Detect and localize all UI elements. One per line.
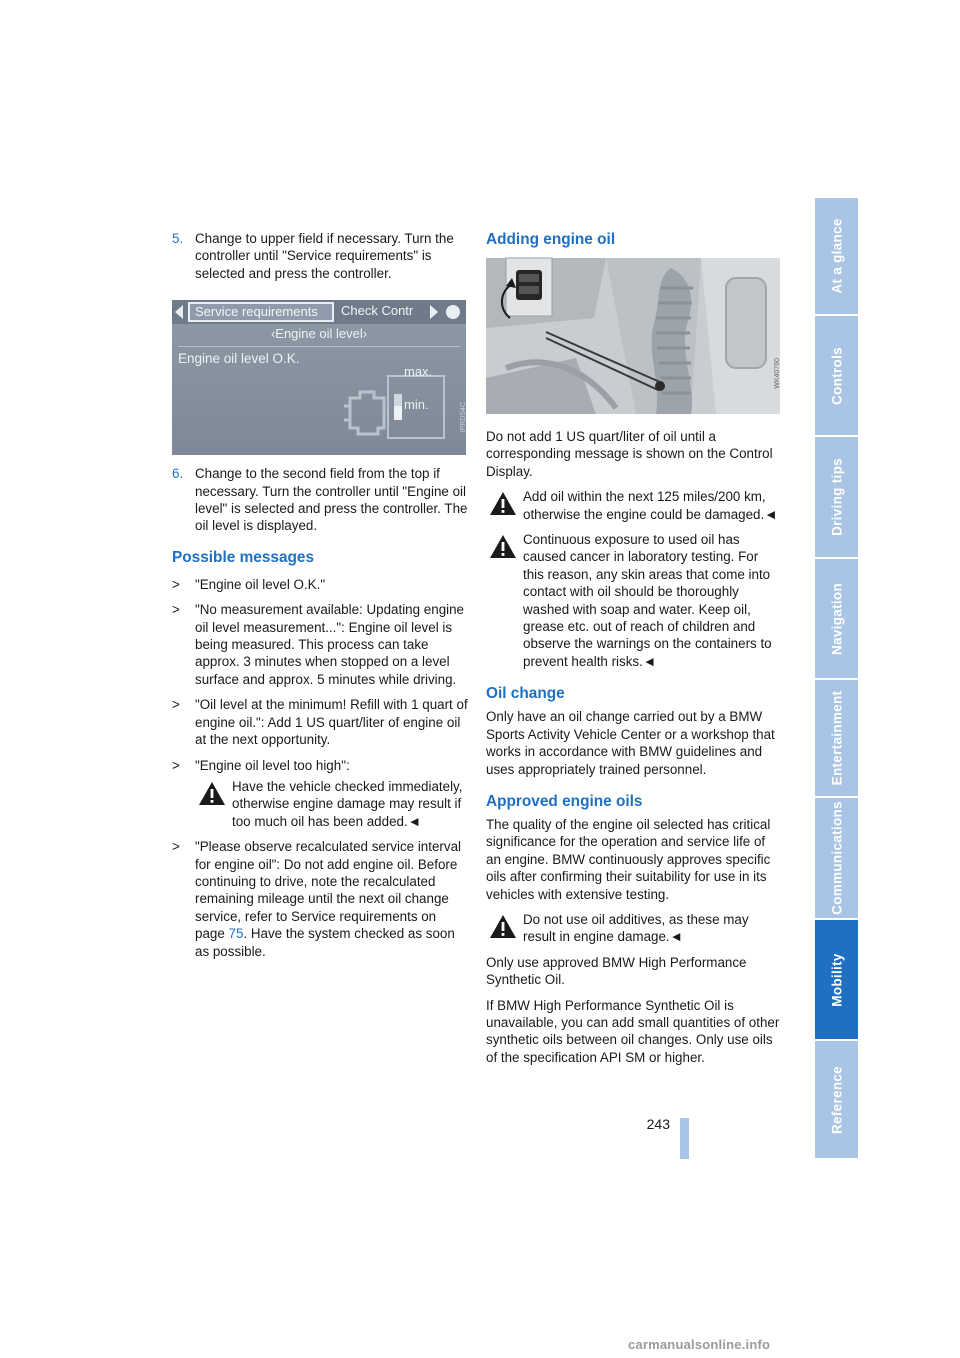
tab-entertainment[interactable]: Entertainment: [815, 680, 858, 798]
display-subheading: ‹Engine oil level›: [270, 326, 368, 342]
engine-bay-illustration: [486, 258, 780, 414]
approved-oils-heading: Approved engine oils: [486, 792, 643, 810]
warning-text: Do not use oil additives, as these may result in engine damage.◄: [523, 911, 749, 945]
right-column: [486, 230, 782, 1066]
bullet-mark: >: [172, 697, 180, 713]
engine-bay-photo: [486, 258, 780, 414]
page-number: 243: [646, 1116, 670, 1132]
tab-navigation[interactable]: Navigation: [815, 559, 858, 680]
warning-triangle-icon: [489, 914, 517, 939]
warning-note: [486, 911, 782, 946]
page-link[interactable]: 75: [228, 926, 244, 942]
arrow-right-icon: [430, 305, 438, 319]
message-item: > "No measurement available: Updating engine oil level measurement...": Engine oil level is being measured. This process can take approx. 3 minutes when stopped on a level surface and approx. 5 minutes while driving.: [172, 602, 465, 687]
chapter-tabs: [815, 198, 858, 1160]
adding-oil-text: Do not add 1 US quart/liter of oil until a corresponding message is shown on the Control Display.: [486, 429, 773, 479]
tab-reference[interactable]: Reference: [815, 1041, 858, 1160]
bullet-mark: >: [172, 757, 180, 773]
approved-oils-text-3: If BMW High Performance Synthetic Oil is unavailable, you can add small quantities of other synthetic oils between oil changes. Only use oils of the specification API SM or higher.: [486, 997, 780, 1065]
warning-triangle-icon: [489, 491, 517, 516]
control-display-screenshot: [172, 300, 466, 455]
adding-engine-oil-heading: Adding engine oil: [486, 231, 616, 248]
left-column: [172, 230, 468, 960]
approved-oils-text-2: Only use approved BMW High Performance Synthetic Oil.: [486, 954, 747, 988]
tab-mobility[interactable]: Mobility: [815, 920, 858, 1041]
message-item: > "Oil level at the minimum! Refill with 1 quart of engine oil.": Add 1 US quart/liter of engine oil at the next opportunity.: [172, 697, 468, 748]
tab-controls[interactable]: Controls: [815, 316, 858, 437]
tab-driving-tips[interactable]: Driving tips: [815, 437, 858, 559]
display-divider: [178, 346, 460, 347]
max-label: max.: [404, 364, 433, 380]
image-code: WK40760: [774, 358, 781, 389]
warning-text: Add oil within the next 125 miles/200 km, otherwise the engine could be damaged.◄: [523, 489, 778, 522]
warning-triangle-icon: [198, 781, 226, 806]
page-number-bar: [680, 1118, 689, 1159]
step-text: Change to upper field if necessary. Turn the controller until "Service requirements" is selected and press the controller.: [195, 231, 454, 281]
step-text: Change to the second field from the top if necessary. Turn the controller until "Engine oil level" is selected and press the controller. The oil level is displayed.: [195, 466, 468, 534]
possible-messages-heading: Possible messages: [172, 548, 315, 566]
warning-text: Have the vehicle checked immediately, otherwise engine damage may result if too much oil has been added.◄: [232, 778, 463, 829]
bullet-mark: >: [172, 576, 180, 592]
message-item: > "Please observe recalculated service interval for engine oil": Do not add engine oil. Before continuing to drive, note the recalculated remaining mileage until the next oil change service, refer to Service requirements on page 75. Have the system checked as soon as possible.: [172, 839, 462, 959]
message-item: > "Engine oil level too high":: [172, 757, 350, 773]
display-tab-selected: Service requirements: [188, 302, 334, 322]
step-6: [172, 465, 468, 535]
arrow-left-icon: [175, 305, 183, 319]
oil-change-heading: Oil change: [486, 685, 565, 703]
approved-oils-text: The quality of the engine oil selected has critical significance for the operation and service life of an engine. BMW continuously approves specific oils after confirming their suitability for use in its vehicles with extensive testing.: [486, 816, 771, 902]
bullet-mark: >: [172, 602, 180, 618]
display-status: Engine oil level O.K.: [178, 351, 300, 367]
image-code: IPRDS4C: [460, 402, 467, 433]
warning-note: [172, 778, 468, 830]
step-5: [172, 230, 468, 282]
tab-communications[interactable]: Communications: [815, 798, 858, 920]
oil-change-text: Only have an oil change carried out by a BMW Sports Activity Vehicle Center or a workshop that works in accordance with BMW guidelines and uses appropriately trained personnel.: [486, 709, 775, 777]
step-number: 6.: [172, 466, 184, 482]
step-number: 5.: [172, 231, 184, 246]
engine-oil-level-icon: [342, 370, 452, 445]
display-tab-other: Check Contr: [341, 303, 414, 319]
warning-note: [486, 531, 782, 670]
tab-at-a-glance[interactable]: At a glance: [815, 198, 858, 316]
warning-text: Continuous exposure to used oil has caused cancer in laboratory testing. For this reason, any skin areas that come into contact with oil should be thoroughly washed with soap and water. Keep oil, grease etc. out of reach of children and observe the warnings on the containers to prevent health risks.◄: [523, 532, 772, 669]
site-watermark: carmanualsonline.info: [628, 1337, 771, 1352]
warning-note: [486, 488, 782, 523]
bullet-mark: >: [172, 839, 180, 855]
min-label: min.: [404, 397, 429, 413]
message-item: > "Engine oil level O.K.": [172, 576, 326, 592]
warning-triangle-icon: [489, 534, 517, 559]
